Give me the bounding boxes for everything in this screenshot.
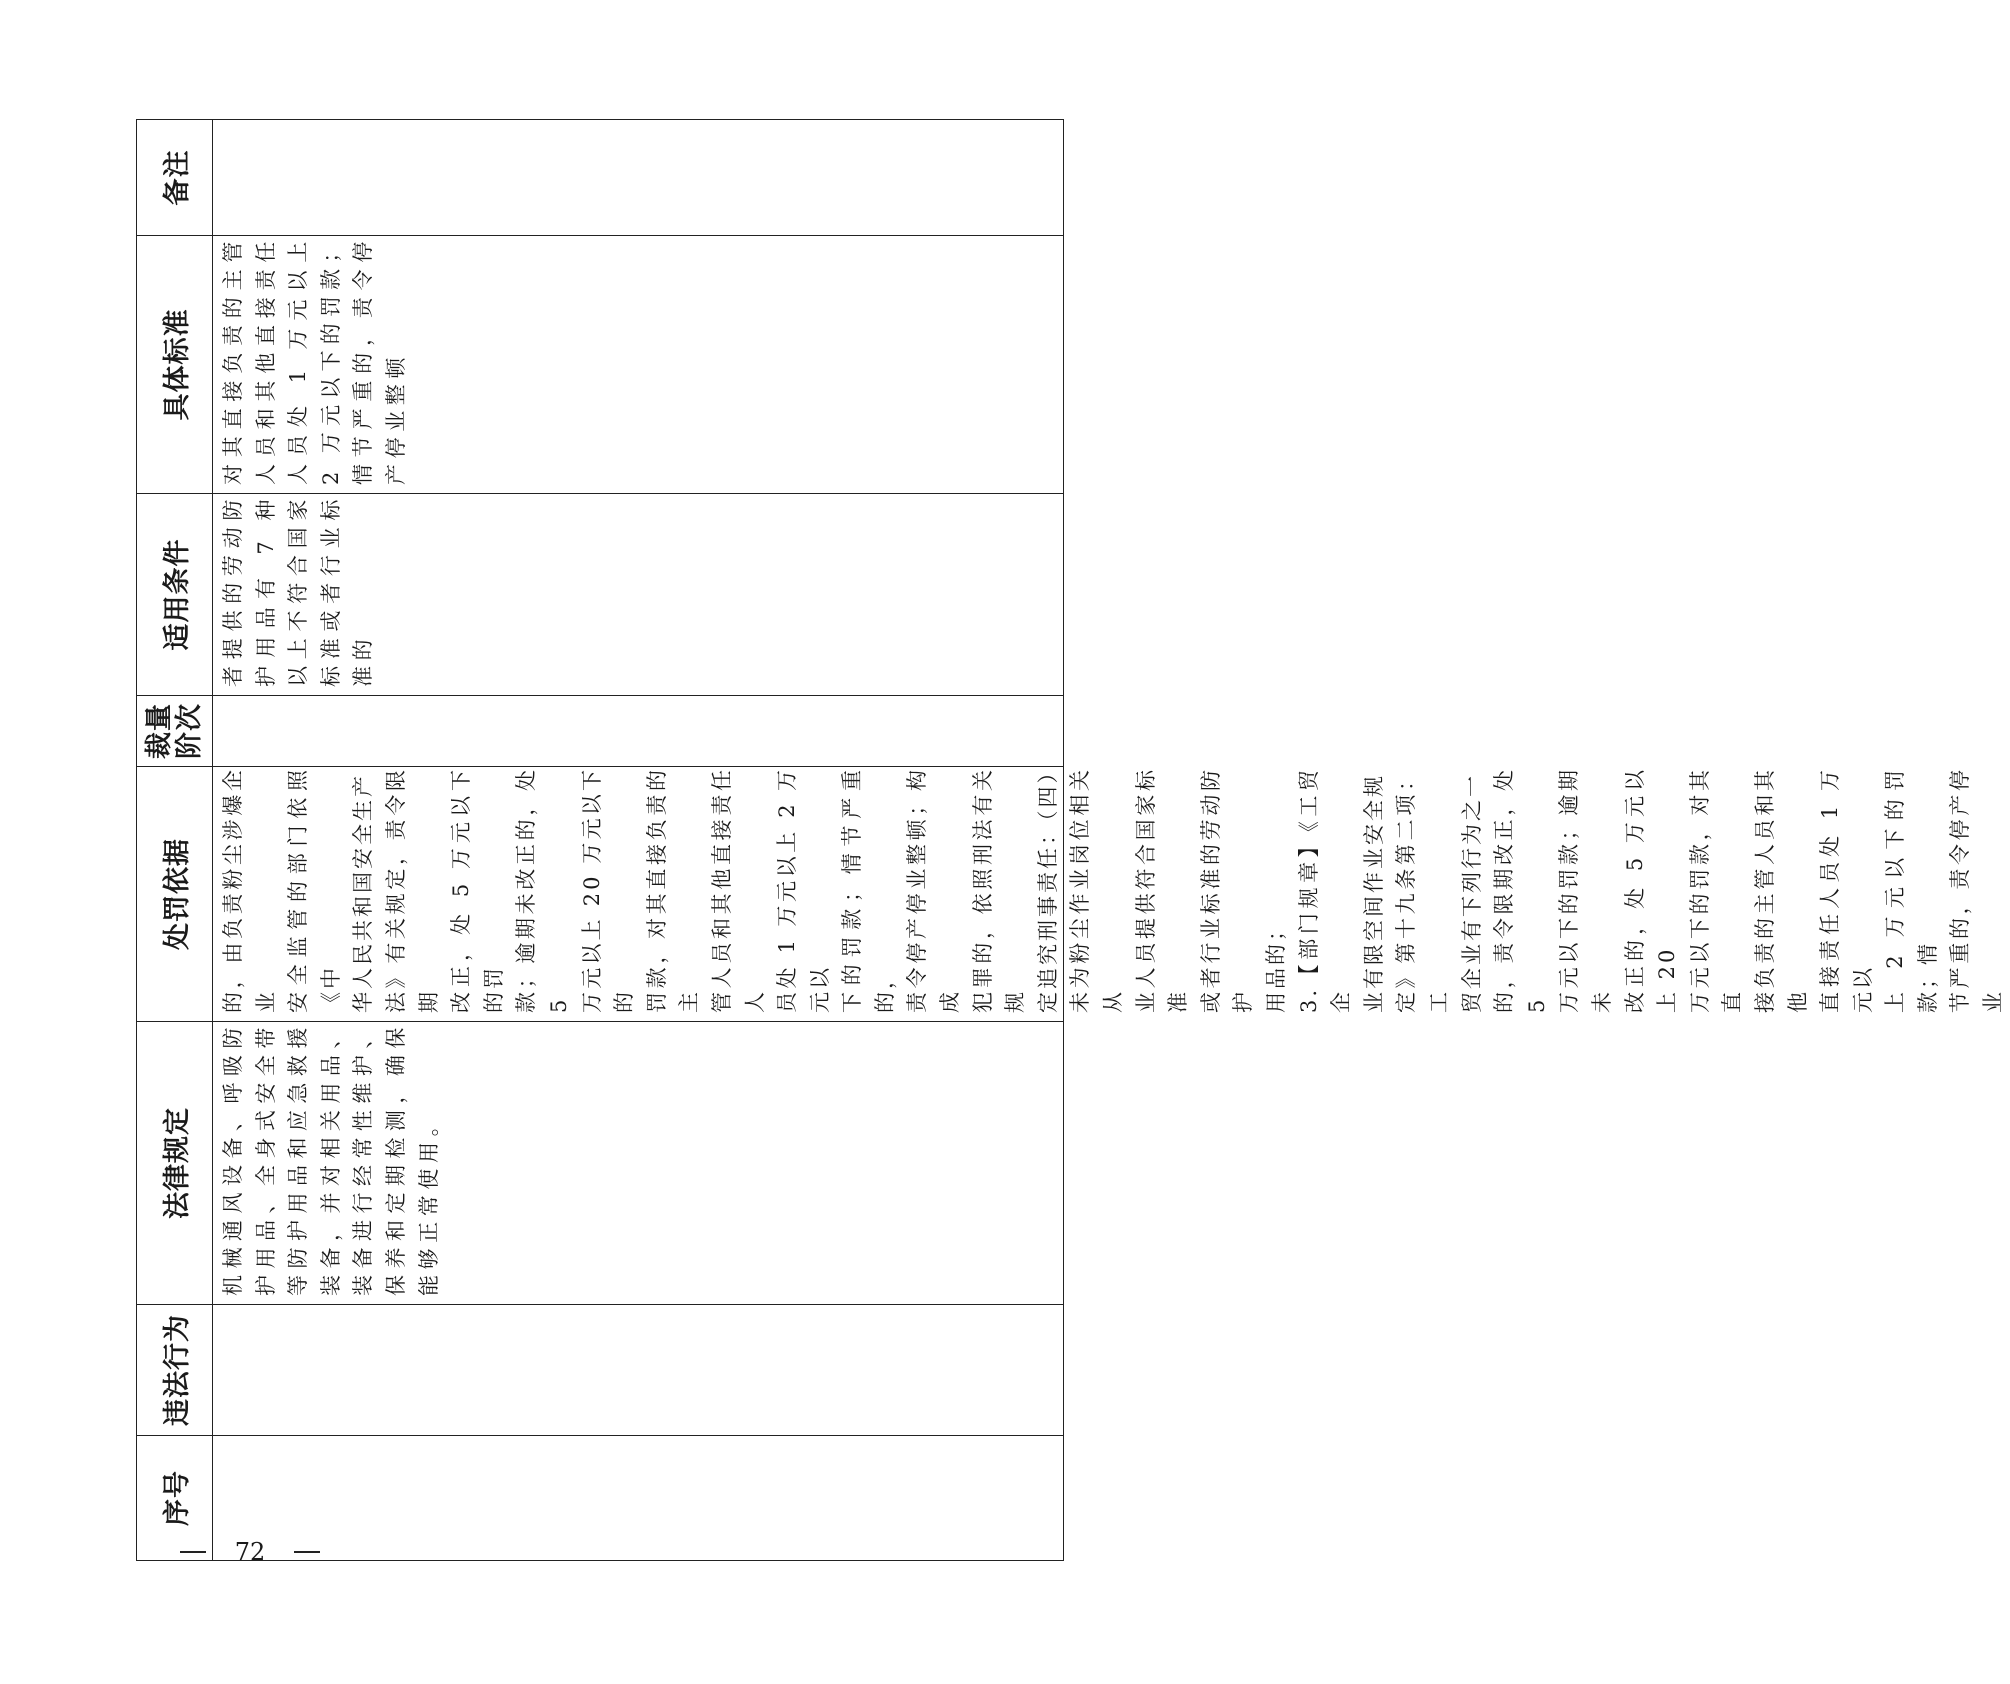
left-dash — [180, 1551, 206, 1553]
header-legal-provision: 法律规定 — [137, 1022, 213, 1305]
penalty-basis-line: 下的罚款；情节严重的， — [840, 767, 897, 1013]
conditions-text: 者提供的劳动防护用品有 7 种以上不符合国家标准或者行业标准的 — [221, 494, 376, 687]
penalty-basis-line: 万元以下的罚款，对其直 — [1687, 767, 1745, 1013]
penalty-basis-line: 贸企业有下列行为之一 — [1459, 773, 1484, 1013]
header-standard: 具体标准 — [137, 236, 213, 494]
penalty-basis-line: 定》第十九条第二项：工 — [1394, 767, 1451, 1013]
header-conditions: 适用条件 — [137, 494, 213, 696]
penalty-basis-line: 的，责令限期改正，处 5 — [1492, 767, 1549, 1013]
penalty-basis-line: 的，由负责粉尘涉爆企业 — [221, 767, 278, 1013]
penalty-basis-line: 业有限空间作业安全规 — [1361, 773, 1386, 1013]
cell-conditions — [213, 494, 1064, 696]
page-number-text: 72 — [234, 1538, 266, 1566]
header-discretion-level: 裁量阶次 — [137, 696, 213, 767]
penalty-basis-line: 业人员提供符合国家标准 — [1133, 767, 1191, 1013]
header-seq: 序号 — [137, 1436, 213, 1561]
header-violation: 违法行为 — [137, 1305, 213, 1436]
cell-seq — [213, 1436, 1064, 1561]
header-row — [137, 120, 213, 1561]
penalty-basis-line: 用品的； — [1264, 917, 1288, 1013]
cell-legal-provision — [213, 1022, 1064, 1305]
penalty-basis-line: 罚款，对其直接负责的主 — [644, 767, 702, 1013]
table-row — [213, 120, 1064, 1561]
page-number — [180, 1534, 320, 1570]
cell-discretion-level — [213, 696, 1064, 767]
penalty-basis-line: 上 2 万元以下的罚款；情 — [1883, 767, 1940, 1013]
penalty-basis-line: 安全监管的部门依照《中 — [286, 767, 343, 1013]
legal-provision-text: 机械通风设备、呼吸防护用品、全身式安全带等防护用品和应急救援装备，并对相关用品、装备进行经常性维护、保养和定期检测，确保能够正常使用。 — [221, 1022, 441, 1296]
penalty-basis-text — [213, 759, 2006, 1021]
penalty-basis-line: 犯罪的，依照刑法有关规 — [970, 767, 1028, 1013]
penalty-basis-line: 责令停产停业整顿；构成 — [905, 767, 963, 1013]
penalty-basis-line: 节严重的，责令停产停业 — [1948, 767, 2006, 1013]
cell-penalty-basis — [213, 759, 2006, 1022]
penalty-basis-line: 接负责的主管人员和其他 — [1752, 767, 1810, 1013]
regulation-table — [136, 119, 2006, 1561]
penalty-basis-line: 3.【部门规章】《工贸企 — [1296, 767, 1354, 1013]
penalty-basis-line: 万元以上 20 万元以下的 — [579, 767, 637, 1013]
header-remarks: 备注 — [137, 120, 213, 236]
penalty-basis-line: 员处 1 万元以上 2 万元以 — [775, 767, 832, 1013]
penalty-basis-line: 万元以下的罚款；逾期未 — [1557, 767, 1614, 1013]
penalty-basis-line: 款；逾期未改正的，处 5 — [514, 767, 571, 1013]
penalty-basis-line: 或者行业标准的劳动防护 — [1198, 767, 1256, 1013]
cell-standard — [213, 236, 1064, 494]
cell-violation — [213, 1305, 1064, 1436]
right-dash — [294, 1551, 320, 1553]
penalty-basis-line: 改正，处 5 万元以下的罚 — [449, 767, 506, 1013]
penalty-basis-line: 管人员和其他直接责任人 — [709, 767, 767, 1013]
penalty-basis-line: 直接责任人员处 1 万元以 — [1818, 767, 1875, 1013]
penalty-basis-line: 法》有关规定，责令限期 — [383, 767, 441, 1013]
penalty-basis-line: 改正的，处 5 万元以上 20 — [1622, 767, 1680, 1013]
standard-text: 对其直接负责的主管人员和其他直接责任人员处 1 万元以上 2 万元以下的罚款；情节严重的，责令停产停业整顿 — [221, 236, 408, 485]
penalty-basis-line: 未为粉尘作业岗位相关从 — [1068, 767, 1126, 1013]
header-penalty-basis: 处罚依据 — [137, 767, 213, 1022]
penalty-basis-line: 定追究刑事责任：（四） — [1035, 759, 1060, 1013]
rotated-regulation-table — [136, 120, 2006, 1561]
penalty-basis-line: 华人民共和国安全生产 — [351, 773, 376, 1013]
cell-remarks — [213, 120, 1064, 236]
